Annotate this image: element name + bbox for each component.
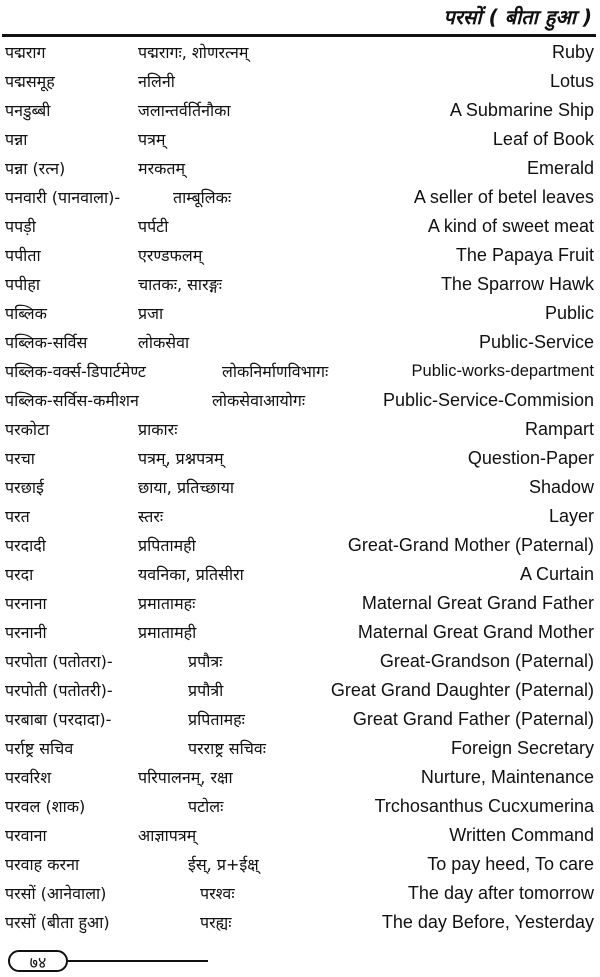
entry-hindi: पपीता (5, 246, 41, 265)
entry-english: Maternal Great Grand Father (361, 593, 594, 613)
dictionary-entry (0, 299, 600, 328)
dictionary-entry (0, 444, 600, 473)
dictionary-entry (0, 67, 600, 96)
entry-hindi: पद्मसमूह (5, 72, 55, 91)
entry-english: Public (544, 303, 594, 323)
entry-english: To pay heed, To care (427, 854, 594, 874)
entry-hindi: पद्मराग (5, 43, 46, 62)
entry-sanskrit: यवनिका, प्रतिसीरा (138, 565, 244, 584)
entry-sanskrit: पत्रम् (138, 130, 166, 149)
entry-english: Leaf of Book (492, 129, 594, 149)
entry-hindi: परकोटा (5, 420, 50, 439)
entry-english: The Sparrow Hawk (440, 274, 594, 294)
entry-sanskrit: लोकनिर्माणविभागः (222, 362, 329, 381)
dictionary-entry (0, 676, 600, 705)
entry-hindi: पर्राष्ट्र सचिव (5, 739, 74, 758)
dictionary-entry (0, 850, 600, 879)
entry-hindi: पपीहा (5, 275, 40, 294)
entry-sanskrit: परराष्ट्र सचिवः (188, 739, 266, 758)
dictionary-entry (0, 154, 600, 183)
entry-sanskrit: पर्पटी (138, 217, 169, 236)
entry-sanskrit: प्रमातामही (138, 623, 197, 642)
entry-english: Lotus (549, 71, 594, 91)
entry-hindi: पब्लिक-सर्विस (5, 333, 88, 352)
dictionary-entry (0, 908, 600, 937)
entry-sanskrit: परश्वः (200, 884, 235, 903)
dictionary-entry (0, 270, 600, 299)
entry-english: Great Grand Father (Paternal) (352, 709, 594, 729)
entry-english: A Curtain (519, 564, 594, 584)
entry-sanskrit: लोकसेवा (138, 333, 190, 352)
entry-sanskrit: आज्ञापत्रम् (138, 826, 197, 845)
entry-sanskrit: जलान्तर्वर्तिनौका (138, 101, 231, 120)
entry-sanskrit: लोकसेवाआयोगः (212, 391, 306, 410)
entry-hindi: परछाई (5, 478, 44, 497)
entry-hindi: पपड़ी (5, 217, 36, 236)
dictionary-entry (0, 618, 600, 647)
dictionary-entry (0, 589, 600, 618)
running-head: परसों ( बीता हुआ ) (443, 5, 592, 29)
entry-hindi: परनानी (5, 623, 47, 642)
entry-hindi: पब्लिक-सर्विस-कमीशन (5, 391, 139, 410)
entry-english: The day after tomorrow (407, 883, 594, 903)
entry-english: Layer (548, 506, 594, 526)
entry-hindi: परसों (बीता हुआ) (5, 913, 110, 932)
dictionary-entry (0, 241, 600, 270)
dictionary-entry (0, 415, 600, 444)
entry-english: Trchosanthus Cucxumerina (374, 796, 594, 816)
entry-sanskrit: पद्मरागः, शोणरत्नम् (138, 43, 249, 62)
entry-english: Written Command (449, 825, 594, 845)
dictionary-entry (0, 183, 600, 212)
entry-list (0, 38, 600, 937)
dictionary-entry (0, 502, 600, 531)
entry-hindi: परवाना (5, 826, 47, 845)
entry-sanskrit: नलिनी (138, 72, 175, 91)
dictionary-entry (0, 357, 600, 386)
entry-english: Shadow (528, 477, 594, 497)
dictionary-entry (0, 531, 600, 560)
entry-sanskrit: परह्यः (200, 913, 232, 932)
entry-sanskrit: परिपालनम्, रक्षा (138, 768, 233, 787)
entry-hindi: परदा (5, 565, 34, 584)
entry-english: Great Grand Daughter (Paternal) (330, 680, 594, 700)
entry-english: Emerald (526, 158, 594, 178)
dictionary-entry (0, 386, 600, 415)
entry-sanskrit: ताम्बूलिकः (173, 188, 232, 207)
dictionary-entry (0, 647, 600, 676)
entry-hindi: परदादी (5, 536, 46, 555)
entry-english: A Submarine Ship (449, 100, 594, 120)
dictionary-entry (0, 96, 600, 125)
entry-english: Public-Service (478, 332, 594, 352)
entry-sanskrit: प्रमातामहः (138, 594, 196, 613)
entry-english: Maternal Great Grand Mother (357, 622, 594, 642)
entry-english: Public-Service-Commision (382, 390, 594, 410)
dictionary-entry (0, 879, 600, 908)
dictionary-entry (0, 763, 600, 792)
entry-hindi: परवरिश (5, 768, 52, 787)
entry-sanskrit: प्राकारः (138, 420, 178, 439)
entry-english: Ruby (551, 42, 594, 62)
entry-hindi: परनाना (5, 594, 47, 613)
entry-hindi: पब्लिक (5, 304, 47, 323)
entry-hindi: पनडुब्बी (5, 101, 51, 120)
dictionary-entry (0, 821, 600, 850)
entry-hindi: पन्ना (5, 130, 28, 149)
entry-sanskrit: एरण्डफलम् (138, 246, 203, 265)
entry-sanskrit: ईस्, प्र+ईक्ष् (188, 855, 259, 874)
entry-english: Question-Paper (467, 448, 594, 468)
dictionary-entry (0, 473, 600, 502)
entry-english: Great-Grandson (Paternal) (379, 651, 594, 671)
entry-hindi: परपोती (पतोतरी)- (5, 681, 113, 700)
entry-sanskrit: प्रपितामही (138, 536, 196, 555)
entry-sanskrit: पत्रम्, प्रश्नपत्रम् (138, 449, 224, 468)
dictionary-entry (0, 328, 600, 357)
entry-hindi: परबाबा (परदादा)- (5, 710, 112, 729)
entry-english: Foreign Secretary (450, 738, 594, 758)
entry-english: Public-works-department (411, 362, 594, 380)
entry-hindi: परवाह करना (5, 855, 80, 874)
entry-hindi: पनवारी (पानवाला)- (5, 188, 121, 207)
entry-english: A seller of betel leaves (413, 187, 594, 207)
entry-english: A kind of sweet meat (427, 216, 594, 236)
entry-english: Nurture, Maintenance (420, 767, 594, 787)
dictionary-entry (0, 38, 600, 67)
entry-hindi: पब्लिक-वर्क्स-डिपार्टमेण्ट (5, 362, 146, 381)
dictionary-entry (0, 560, 600, 589)
entry-hindi: परचा (5, 449, 35, 468)
entry-sanskrit: चातकः, सारङ्गः (138, 275, 222, 294)
entry-sanskrit: प्रपितामहः (188, 710, 245, 729)
dictionary-entry (0, 125, 600, 154)
entry-hindi: पन्ना (रत्न) (5, 159, 66, 178)
entry-sanskrit: प्रपौत्री (188, 681, 224, 700)
entry-english: The day Before, Yesterday (381, 912, 594, 932)
entry-hindi: परत (5, 507, 30, 526)
entry-sanskrit: प्रपौत्रः (188, 652, 223, 671)
entry-english: Rampart (524, 419, 594, 439)
header-rule (2, 34, 596, 37)
entry-sanskrit: छाया, प्रतिच्छाया (138, 478, 234, 497)
dictionary-entry (0, 792, 600, 821)
footer-rule (68, 960, 208, 962)
dictionary-entry (0, 705, 600, 734)
entry-hindi: परसों (आनेवाला) (5, 884, 107, 903)
entry-hindi: परवल (शाक) (5, 797, 86, 816)
entry-english: Great-Grand Mother (Paternal) (347, 535, 594, 555)
entry-sanskrit: मरकतम् (138, 159, 186, 178)
entry-sanskrit: स्तरः (138, 507, 164, 526)
page-number: ७४ (8, 950, 68, 972)
dictionary-entry (0, 212, 600, 241)
dictionary-entry (0, 734, 600, 763)
entry-hindi: परपोता (पतोतरा)- (5, 652, 113, 671)
entry-english: The Papaya Fruit (455, 245, 594, 265)
entry-sanskrit: प्रजा (138, 304, 164, 323)
entry-sanskrit: पटोलः (188, 797, 224, 816)
